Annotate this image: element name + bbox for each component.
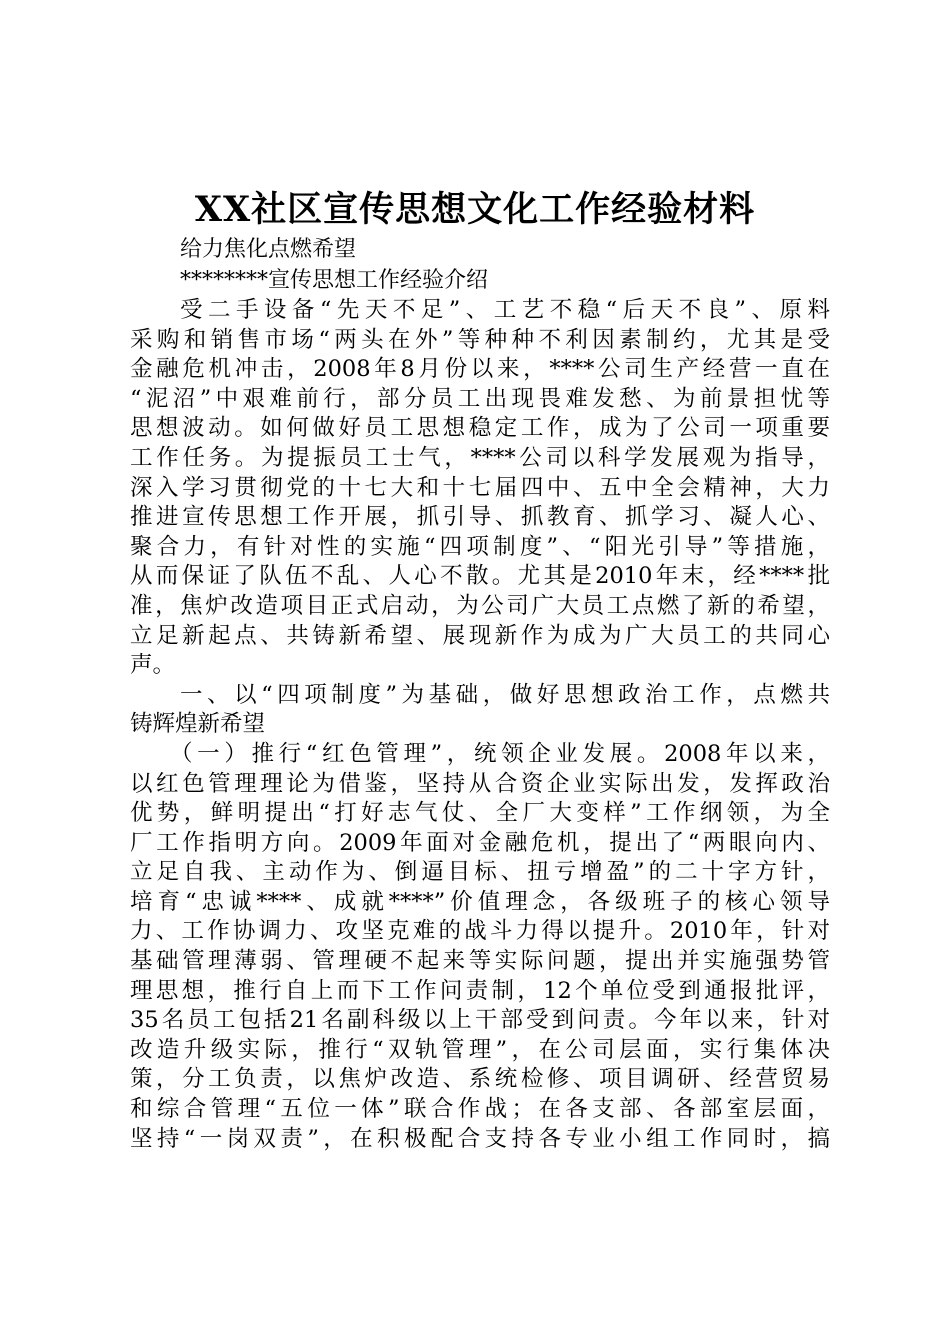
paragraph-line: （一）推行“红色管理”，统领企业发展。2008年以来， xyxy=(170,740,830,767)
paragraph-line: 聚合力，有针对性的实施“四项制度”、“阳光引导”等措施， xyxy=(130,533,830,560)
paragraph-line: 培育“忠诚****、成就****”价值理念，各级班子的核心领导 xyxy=(130,888,830,915)
paragraph-line: 思想波动。如何做好员工思想稳定工作，成为了公司一项重要 xyxy=(130,415,830,442)
document-title: XX社区宣传思想文化工作经验材料 xyxy=(194,189,756,230)
paragraph-line: 基础管理薄弱、管理硬不起来等实际问题，提出并实施强势管 xyxy=(130,948,830,975)
paragraph-line: 力、工作协调力、攻坚克难的战斗力得以提升。2010年，针对 xyxy=(130,918,830,945)
paragraph-line: 采购和销售市场“两头在外”等种种不利因素制约，尤其是受 xyxy=(130,326,830,353)
paragraph-line: 声。 xyxy=(130,652,176,679)
paragraph-line: 工作任务。为提振员工士气，****公司以科学发展观为指导， xyxy=(130,444,830,471)
paragraph-line: 优势，鲜明提出“打好志气仗、全厂大变样”工作纲领，为全 xyxy=(130,800,830,827)
paragraph-line: 理思想，推行自上而下工作问责制，12个单位受到通报批评， xyxy=(130,977,830,1004)
paragraph-line: 以红色管理理论为借鉴，坚持从合资企业实际出发，发挥政治 xyxy=(130,770,830,797)
paragraph-line: 金融危机冲击，2008年8月份以来，****公司生产经营一直在 xyxy=(130,356,830,383)
paragraph-line: 坚持“一岗双责”，在积极配合支持各专业小组工作同时，搞 xyxy=(130,1125,830,1152)
paragraph-line: 深入学习贯彻党的十七大和十七届四中、五中全会精神，大力 xyxy=(130,474,830,501)
document-subheading: ********宣传思想工作经验介绍 xyxy=(180,268,489,293)
paragraph-line: 推进宣传思想工作开展，抓引导、抓教育、抓学习、凝人心、 xyxy=(130,504,830,531)
paragraph-line: “泥沼”中艰难前行，部分员工出现畏难发愁、为前景担忧等 xyxy=(130,385,830,412)
paragraph-line: 从而保证了队伍不乱、人心不散。尤其是2010年末，经****批 xyxy=(130,563,830,590)
paragraph-line: 和综合管理“五位一体”联合作战；在各支部、各部室层面， xyxy=(130,1096,830,1123)
section-heading-line: 一、以“四项制度”为基础，做好思想政治工作，点燃共 xyxy=(180,681,830,708)
paragraph-line: 立足新起点、共铸新希望、展现新作为成为广大员工的共同心 xyxy=(130,622,830,649)
paragraph-line: 准，焦炉改造项目正式启动，为公司广大员工点燃了新的希望， xyxy=(130,592,830,619)
document-subtitle: 给力焦化点燃希望 xyxy=(180,237,357,262)
paragraph-line: 策，分工负责，以焦炉改造、系统检修、项目调研、经营贸易 xyxy=(130,1066,830,1093)
document-body xyxy=(130,296,830,1154)
paragraph-line: 35名员工包括21名副科级以上干部受到问责。今年以来，针对 xyxy=(130,1007,830,1034)
section-heading-line: 铸辉煌新希望 xyxy=(130,711,266,738)
paragraph-line: 厂工作指明方向。2009年面对金融危机，提出了“两眼向内、 xyxy=(130,829,830,856)
paragraph-line: 受二手设备“先天不足”、工艺不稳“后天不良”、原料 xyxy=(180,297,830,323)
paragraph-line: 改造升级实际，推行“双轨管理”，在公司层面，实行集体决 xyxy=(130,1036,830,1063)
paragraph-line: 立足自我、主动作为、倒逼目标、扭亏增盈”的二十字方针， xyxy=(130,859,830,886)
